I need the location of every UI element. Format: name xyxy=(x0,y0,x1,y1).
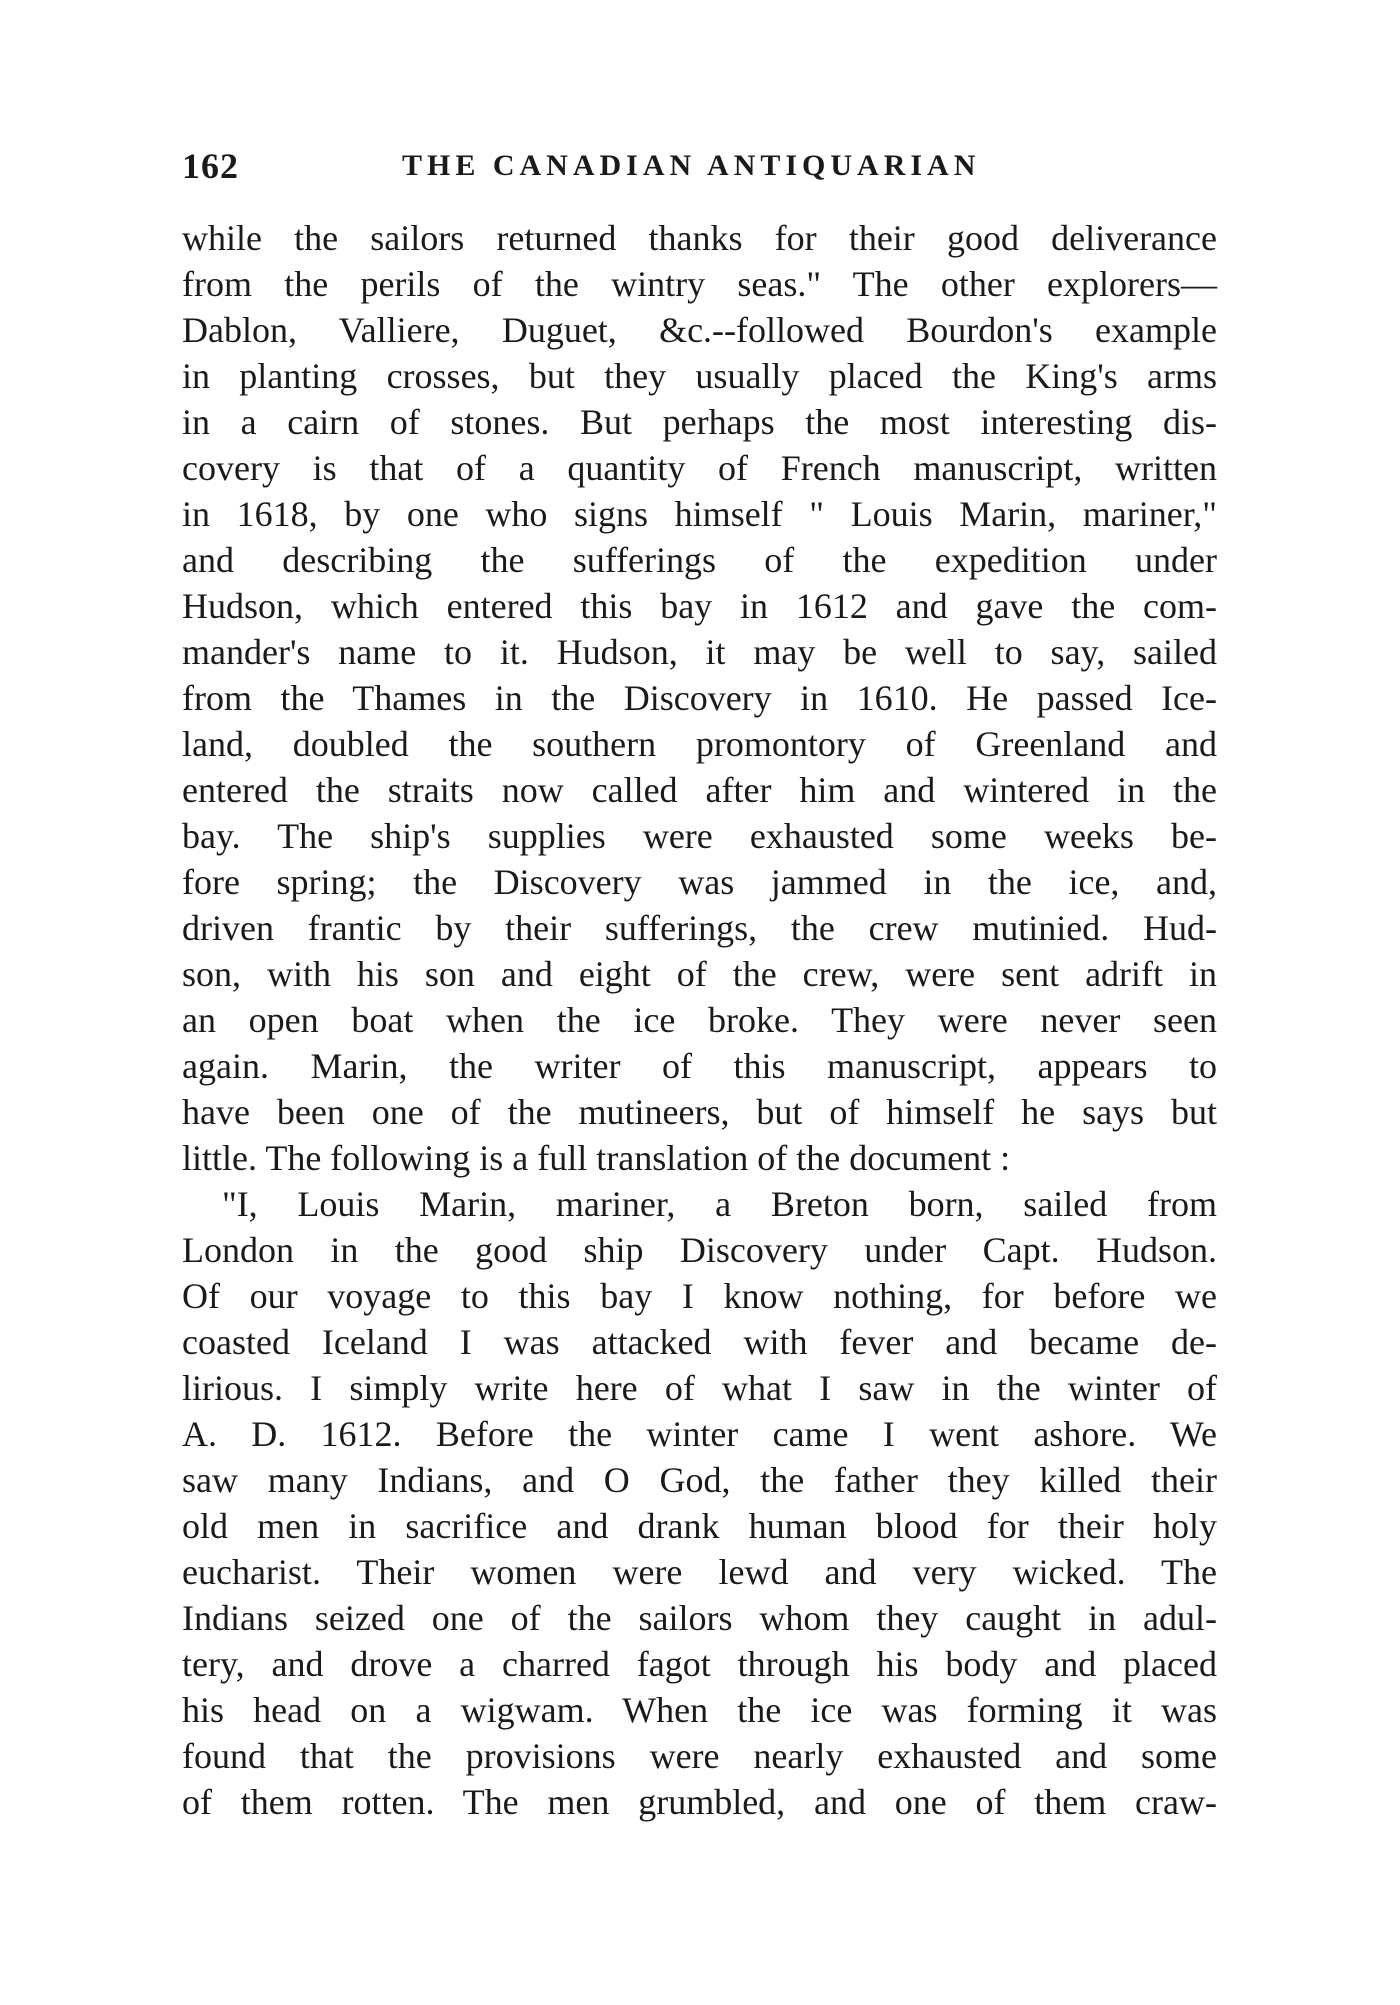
body-text xyxy=(182,215,1217,1825)
text-line: saw many Indians, and O God, the father they killed their xyxy=(182,1460,1217,1500)
text-line: bay. The ship's supplies were exhausted some weeks be- xyxy=(182,816,1217,856)
text-line: "I, Louis Marin, mariner, a Breton born, sailed from xyxy=(222,1184,1217,1224)
text-line: and describing the sufferings of the expedition under xyxy=(182,540,1217,580)
text-line: land, doubled the southern promontory of Greenland and xyxy=(182,724,1217,764)
text-line: London in the good ship Discovery under Capt. Hudson. xyxy=(182,1230,1217,1270)
running-head xyxy=(182,145,1222,195)
text-line: in a cairn of stones. But perhaps the most interesting dis- xyxy=(182,402,1217,442)
text-line: Of our voyage to this bay I know nothing, for before we xyxy=(182,1276,1217,1316)
text-line: in 1618, by one who signs himself " Louis Marin, mariner," xyxy=(182,494,1217,534)
text-line: Hudson, which entered this bay in 1612 and gave the com- xyxy=(182,586,1217,626)
text-line: lirious. I simply write here of what I saw in the winter of xyxy=(182,1368,1217,1408)
text-line: from the perils of the wintry seas." The other explorers— xyxy=(182,264,1217,304)
text-line: an open boat when the ice broke. They were never seen xyxy=(182,1000,1217,1040)
text-line: A. D. 1612. Before the winter came I went ashore. We xyxy=(182,1414,1217,1454)
page-number: 162 xyxy=(182,146,239,186)
text-line: covery is that of a quantity of French manuscript, written xyxy=(182,448,1217,488)
text-line: coasted Iceland I was attacked with fever and became de- xyxy=(182,1322,1217,1362)
text-line: entered the straits now called after him and wintered in the xyxy=(182,770,1217,810)
text-line: eucharist. Their women were lewd and very wicked. The xyxy=(182,1552,1217,1592)
text-line: tery, and drove a charred fagot through his body and placed xyxy=(182,1644,1217,1684)
text-line: while the sailors returned thanks for their good deliverance xyxy=(182,218,1217,258)
text-line: old men in sacrifice and drank human blood for their holy xyxy=(182,1506,1217,1546)
journal-title: THE CANADIAN ANTIQUARIAN xyxy=(402,149,981,182)
text-line: of them rotten. The men grumbled, and one of them craw- xyxy=(182,1782,1217,1822)
text-line: Indians seized one of the sailors whom they caught in adul- xyxy=(182,1598,1217,1638)
text-line: found that the provisions were nearly exhausted and some xyxy=(182,1736,1217,1776)
text-line: his head on a wigwam. When the ice was forming it was xyxy=(182,1690,1217,1730)
text-line: Dablon, Valliere, Duguet, &c.--followed Bourdon's example xyxy=(182,310,1217,350)
text-line: driven frantic by their sufferings, the crew mutinied. Hud- xyxy=(182,908,1217,948)
text-line: son, with his son and eight of the crew, were sent adrift in xyxy=(182,954,1217,994)
text-line: again. Marin, the writer of this manuscript, appears to xyxy=(182,1046,1217,1086)
text-line: fore spring; the Discovery was jammed in the ice, and, xyxy=(182,862,1217,902)
text-line: from the Thames in the Discovery in 1610. He passed Ice- xyxy=(182,678,1217,718)
text-line: little. The following is a full translation of the document : xyxy=(182,1138,1011,1178)
text-line: in planting crosses, but they usually placed the King's arms xyxy=(182,356,1217,396)
text-line: have been one of the mutineers, but of himself he says but xyxy=(182,1092,1217,1132)
text-line: mander's name to it. Hudson, it may be well to say, sailed xyxy=(182,632,1217,672)
